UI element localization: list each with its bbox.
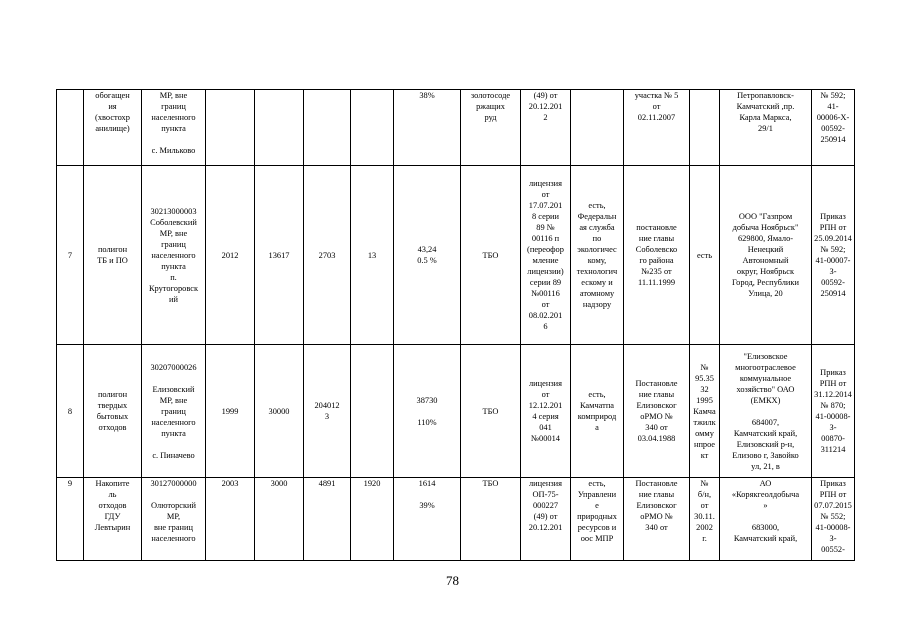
- table-cell-col4: 2012: [206, 166, 255, 345]
- table-cell-col1: 9: [57, 478, 84, 561]
- table-cell-col6: 4891: [304, 478, 351, 561]
- table-cell-col12: участка № 5 от 02.11.2007: [624, 90, 690, 166]
- table-cell-col10: лицензия от 12.12.201 4 серия 041 №00014: [521, 345, 571, 478]
- table-row: [57, 166, 855, 345]
- table-cell-col10: лицензия ОП-75- 000227 (49) от 20.12.201: [521, 478, 571, 561]
- table-cell-col12: Постановле ние главы Елизовског oРМО № 340 от: [624, 478, 690, 561]
- table-cell-col14: Петропавловск- Камчатский ,пр. Карла Маркса, 29/1: [720, 90, 812, 166]
- table-cell-col5: 30000: [255, 345, 304, 478]
- table-cell-col3: МР, вне границ населенного пункта с. Мильково: [142, 90, 206, 166]
- table-cell-col7: 13: [351, 166, 394, 345]
- table-cell-col13: есть: [690, 166, 720, 345]
- table-cell-col12: Постановле ние главы Елизовског oРМО № 340 от 03.04.1988: [624, 345, 690, 478]
- table-cell-col5: [255, 90, 304, 166]
- table-cell-col9: ТБО: [461, 345, 521, 478]
- table-cell-col4: [206, 90, 255, 166]
- table-cell-col3: 30207000026 Елизовский МР, вне границ населенного пункта с. Пиначево: [142, 345, 206, 478]
- table-cell-col10: (49) от 20.12.201 2: [521, 90, 571, 166]
- table-cell-col2: полигон ТБ и ПО: [84, 166, 142, 345]
- table-cell-col11: [571, 90, 624, 166]
- table-cell-col3: 30127000000 Олюторский МР, вне границ населенного: [142, 478, 206, 561]
- table-cell-col14: ООО "Газпром добыча Ноябрьск" 629800, Ямало- Ненецкий Автономный округ, Ноябрьск Город, Республики Улица, 20: [720, 166, 812, 345]
- table-cell-col2: полигон твердых бытовых отходов: [84, 345, 142, 478]
- table-cell-col9: ТБО: [461, 478, 521, 561]
- page-number: 78: [446, 573, 459, 588]
- table-cell-col14: АО «Корякгеолдобыча » 683000, Камчатский край,: [720, 478, 812, 561]
- table-cell-col9: золотосоде ржащих руд: [461, 90, 521, 166]
- table-cell-col11: есть, Камчатпа комприрод а: [571, 345, 624, 478]
- table-row: [57, 345, 855, 478]
- table-cell-col7: 1920: [351, 478, 394, 561]
- table-cell-col15: № 592; 41- 00006-Х- 00592- 250914: [812, 90, 855, 166]
- table-cell-col7: [351, 90, 394, 166]
- table-cell-col6: 204012 3: [304, 345, 351, 478]
- table-cell-col6: 2703: [304, 166, 351, 345]
- table-cell-col10: лицензия от 17.07.201 8 серии 89 № 00116 п (переофор мление лицензии) серии 89 №00116 от 08.02.201 6: [521, 166, 571, 345]
- table-cell-col14: "Елизовское многоотраслевое коммунальное хозяйство" ОАО (ЕМКХ) 684007, Камчатский край, Елизовский р-н, Елизово г, Завойко ул, 21, в: [720, 345, 812, 478]
- registry-table: [56, 89, 855, 561]
- table-cell-col1: [57, 90, 84, 166]
- table-cell-col6: [304, 90, 351, 166]
- table-cell-col15: Приказ РПН от 25.09.2014 № 592; 41-00007-З- 00592- 250914: [812, 166, 855, 345]
- table-cell-col2: обогащен ия (хвостохр анилище): [84, 90, 142, 166]
- table-cell-col15: Приказ РПН от 31.12.2014 № 870; 41-00008-З- 00870- 311214: [812, 345, 855, 478]
- table-cell-col8: 38730 110%: [394, 345, 461, 478]
- table-cell-col13: № 95.35 32 1995 Камча тжилк омму нпроe кт: [690, 345, 720, 478]
- table-cell-col8: 43,24 0.5 %: [394, 166, 461, 345]
- table-cell-col4: 1999: [206, 345, 255, 478]
- table-cell-col11: есть, Федеральн ая служба по экологичес кому, технологич ескому и атомному надзору: [571, 166, 624, 345]
- table-cell-col8: 38%: [394, 90, 461, 166]
- table-row: [57, 478, 855, 561]
- table-cell-col15: Приказ РПН от 07.07.2015 № 552; 41-00008-З- 00552-: [812, 478, 855, 561]
- table-cell-col7: [351, 345, 394, 478]
- table-cell-col1: 7: [57, 166, 84, 345]
- table-cell-col2: Накопите ль отходов ГДУ Левтырин: [84, 478, 142, 561]
- table-cell-col5: 13617: [255, 166, 304, 345]
- table-cell-col3: 30213000003 Соболевский МР, вне границ населенного пункта п. Крутогоровск ий: [142, 166, 206, 345]
- table-cell-col13: № б/н, от 30.11. 2002 г.: [690, 478, 720, 561]
- table-cell-col4: 2003: [206, 478, 255, 561]
- table-row: [57, 90, 855, 166]
- table-cell-col11: есть, Управлени е природных ресурсов и оос МПР: [571, 478, 624, 561]
- table-cell-col1: 8: [57, 345, 84, 478]
- table-cell-col9: ТБО: [461, 166, 521, 345]
- table-cell-col13: [690, 90, 720, 166]
- table-cell-col12: постановле ние главы Соболевско го района №235 от 11.11.1999: [624, 166, 690, 345]
- table-cell-col8: 1614 39%: [394, 478, 461, 561]
- table-cell-col5: 3000: [255, 478, 304, 561]
